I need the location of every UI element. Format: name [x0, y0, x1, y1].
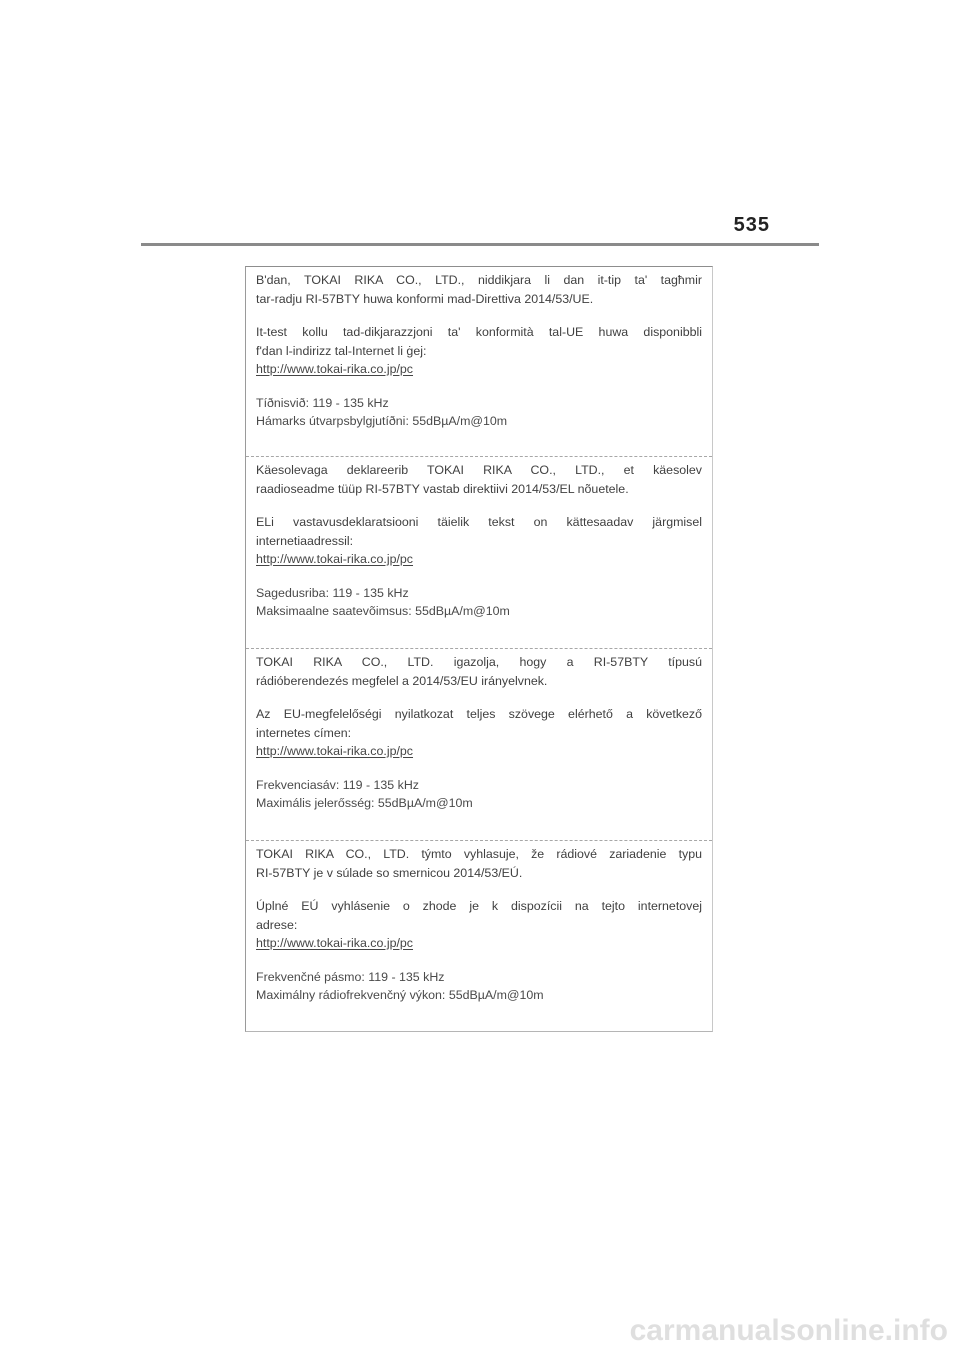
frequency-band: Sagedusriba: 119 - 135 kHz: [256, 585, 409, 600]
declaration-url-link[interactable]: http://www.tokai-rika.co.jp/pc: [256, 362, 414, 376]
availability-line: internetes címen:: [256, 725, 352, 740]
declaration-url-link[interactable]: http://www.tokai-rika.co.jp/pc: [256, 936, 414, 950]
section-divider: [246, 648, 712, 649]
max-power: Maximálny rádiofrekvenčný výkon: 55dBµA/m@10m: [256, 988, 544, 1002]
frequency-band: Frekvenčné pásmo: 119 - 135 kHz: [256, 969, 445, 984]
availability-line: It-test kollu tad-dikjarazzjoni ta' konformità tal-UE huwa disponibbli: [256, 325, 702, 339]
header-rule: [141, 243, 819, 246]
max-power: Hámarks útvarpsbylgjutíðni: 55dBµA/m@10m: [256, 414, 508, 428]
declaration-line: TOKAI RIKA CO., LTD. týmto vyhlasuje, že rádiové zariadenie typu: [256, 847, 702, 861]
declaration-line: RI-57BTY je v súlade so smernicou 2014/53/EÚ.: [256, 865, 523, 880]
availability-line: Az EU-megfelelőségi nyilatkozat teljes szövege elérhető a következő: [256, 707, 702, 721]
declaration-section-maltese: [246, 271, 712, 431]
declaration-line: raadioseadme tüüp RI-57BTY vastab direktiivi 2014/53/EL nõuetele.: [256, 481, 629, 496]
section-divider: [246, 840, 712, 841]
availability-line: ELi vastavusdeklaratsiooni täielik tekst on kättesaadav järgmisel: [256, 515, 702, 529]
declaration-line: tar-radju RI-57BTY huwa konformi mad-Direttiva 2014/53/UE.: [256, 291, 594, 306]
declaration-line: TOKAI RIKA CO., LTD. igazolja, hogy a RI-57BTY típusú: [256, 655, 702, 669]
max-power: Maximális jelerősség: 55dBµA/m@10m: [256, 796, 473, 810]
declaration-line: rádióberendezés megfelel a 2014/53/EU irányelvnek.: [256, 673, 548, 688]
declaration-section-hungarian: [246, 653, 712, 813]
declaration-section-slovak: [246, 845, 712, 1005]
declaration-url-link[interactable]: http://www.tokai-rika.co.jp/pc: [256, 744, 414, 758]
declaration-line: B'dan, TOKAI RIKA CO., LTD., niddikjara li dan it-tip ta' tagħmir: [256, 273, 702, 287]
availability-line: internetiaadressil:: [256, 533, 354, 548]
declaration-section-estonian: [246, 461, 712, 621]
page-number: 535: [733, 214, 770, 236]
declaration-box: [245, 266, 713, 1032]
declaration-line: Käesolevaga deklareerib TOKAI RIKA CO., LTD., et käesolev: [256, 463, 702, 477]
max-power: Maksimaalne saatevõimsus: 55dBµA/m@10m: [256, 604, 510, 618]
svg-text:carmanualsonline.info: carmanualsonline.info: [629, 1314, 948, 1347]
availability-line: f'dan l-indirizz tal-Internet li ġej:: [256, 343, 427, 358]
availability-line: Úplné EÚ vyhlásenie o zhode je k dispozícii na tejto internetovej: [256, 899, 702, 913]
availability-line: adrese:: [256, 917, 298, 932]
frequency-band: Frekvenciasáv: 119 - 135 kHz: [256, 777, 419, 792]
declaration-url-link[interactable]: http://www.tokai-rika.co.jp/pc: [256, 552, 414, 566]
frequency-band: Tíðnisvið: 119 - 135 kHz: [256, 395, 389, 410]
section-divider: [246, 456, 712, 457]
